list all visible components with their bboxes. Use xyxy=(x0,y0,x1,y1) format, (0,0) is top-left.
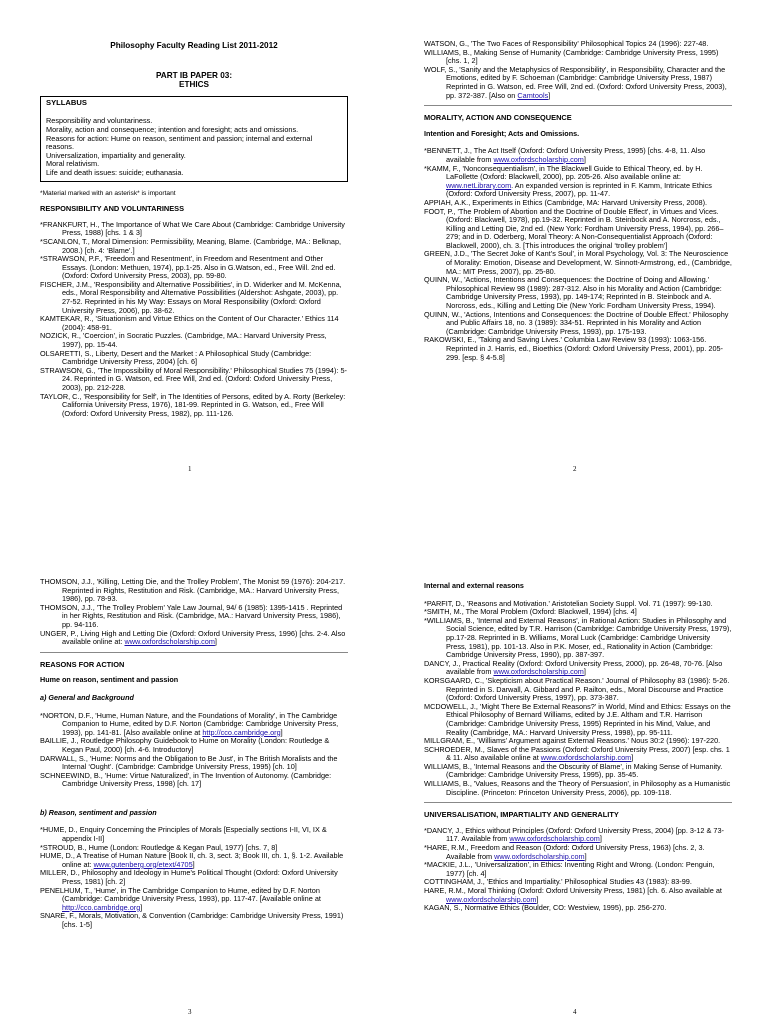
page-number: 1 xyxy=(188,465,192,473)
oxford-scholarship-link[interactable]: www.oxfordscholarship.com xyxy=(493,154,584,164)
reference: APPIAH, A.K., Experiments in Ethics (Cambridge, MA: Harvard University Press, 2008). xyxy=(424,197,708,207)
page-number: 2 xyxy=(573,465,577,473)
camtools-link[interactable]: Camtools xyxy=(517,90,549,100)
reference: *HUME, D., Enquiry Concerning the Principles of Morals [Especially sections I-II, VI, IX & appendix I-II] xyxy=(40,825,327,844)
reference: HARE, R.M., Moral Thinking (Oxford: Oxford University Press, 1981) [ch. 6. Also available at www.oxfordscholarship.com] xyxy=(424,886,722,904)
reference: *DANCY, J., Ethics without Principles (Oxford: Oxford University Press, 2004) [pp. 3-12 & 73-117. Available from www.oxfordscholarship.com] xyxy=(424,825,724,844)
reference: *SMITH, M., The Moral Problem (Oxford: Blackwell, 1994) [chs. 4] xyxy=(424,607,637,617)
oxford-scholarship-link[interactable]: www.oxfordscholarship.com xyxy=(540,753,632,763)
reference-text: DANCY, J., Practical Reality (Oxford: Oxford University Press, 2000), pp. 26-48, 70-76. [Also available from xyxy=(424,658,723,677)
reference: KAMTEKAR, R., 'Situationism and Virtue Ethics on the Content of Our Character.' Ethics 114 (2004): 458-91. xyxy=(40,314,339,332)
reference: NOZICK, R., 'Coercion', in Socratic Puzzles. (Cambridge, MA.: Harvard University Press, 1997), pp. 15-44. xyxy=(40,331,327,350)
reference: MILLGRAM, E., 'Williams' Argument against External Reasons.' Nous 30:2 (1996): 197-220. xyxy=(424,736,721,746)
reference-text: *DANCY, J., Ethics without Principles (Oxford: Oxford University Press, 2004) [pp. 3-12 & 73-117. Available from xyxy=(424,825,724,844)
section-heading: UNIVERSALISATION, IMPARTIALITY AND GENERALITY xyxy=(424,810,619,820)
reference-text: . An expanded version is reprinted in F. Kamm, Intricate Ethics (Oxford: Oxford University Press, 2007), pp. 11-47. xyxy=(446,180,712,199)
section-heading: MORALITY, ACTION AND CONSEQUENCE xyxy=(424,113,572,123)
reference: KORSGAARD, C., 'Skepticism about Practical Reason.' Journal of Philosophy 83 (1986): 5-26. Reprinted in S. Darwall, A. Gibbard and P. Railton, eds., Moral Discourse and Practice (Oxford: Oxford University Press, 1997), pp. 373-387. xyxy=(424,675,730,703)
reference: COTTINGHAM, J., 'Ethics and Impartiality.' Philosophical Studies 43 (1983): 83-99. xyxy=(424,877,692,887)
reference: *FRANKFURT, H., The Importance of What We Care About (Cambridge: Cambridge University Press, 1988) [chs. 1 & 3] xyxy=(40,219,345,238)
page-4 xyxy=(424,578,732,1024)
reference-text: HUME, D., A Treatise of Human Nature [Book II, ch. 3, sect. 3; Book III, ch. 1, §. 1-2. Available online at: xyxy=(40,851,344,869)
reference: QUINN, W., 'Actions, Intentions and Consequences: the Doctrine of Doing and Allowing.' Philosophical Review 98 (1989): 287-312. Also in his Morality and Action (Cambridge: Cambridge University Press, 1993), pp. 149-174; Reprinted in B. Steinbock and A. Norcross, eds., Killing and Letting Die (New York: Fordham University Press, 1994). xyxy=(424,275,722,311)
reference-text: HARE, R.M., Moral Thinking (Oxford: Oxford University Press, 1981) [ch. 6. Also available at xyxy=(424,886,722,895)
page-1 xyxy=(40,40,348,472)
reference: *BENNETT, J., The Act Itself (Oxford: Oxford University Press, 1995) [chs. 4-8, 11. Also available from www.oxfordscholarship.com] xyxy=(424,146,706,164)
syllabus-item: Life and death issues: suicide; euthanasia. xyxy=(46,167,184,177)
reference: DARWALL, S., 'Hume: Norms and the Obligation to Be Just', in The British Moralists and the Internal ‘Ought’. (Cambridge: Cambridge University Press, 1995) [ch. 10] xyxy=(40,753,338,772)
reference: *NORTON, D.F., 'Hume, Human Nature, and the Foundations of Morality', in The Cambridge Companion to Hume, edited by D.F. Norton (Cambridge: Cambridge University Press, 1993), pp. 141-81. [Also available online at http://cco.cambridge.org] xyxy=(40,710,339,737)
reference: *WILLIAMS, B., 'Internal and External Reasons', in Rational Action: Studies in Philosophy and Social Science, edited by T.R. Harrison (Cambridge: Cambridge University Press, 1979), pp.17-28. Reprinted in B. Williams, Moral Luck (Cambridge: Cambridge University Press, 1981), pp. 101-13. Also in P.K. Moser, ed., Rationality in Action (Cambridge: Cambridge University Press, 1990), pp. 387-397. xyxy=(424,615,732,660)
reference-text: *NORTON, D.F., 'Hume, Human Nature, and the Foundations of Morality', in The Cambridge Companion to Hume, edited by D.F. Norton (Cambridge: Cambridge University Press, 1993), pp. 141-81. [Also available online at xyxy=(40,710,339,737)
page-2 xyxy=(424,40,732,472)
reference-text: *KAMM, F., 'Nonconsequentialism', in The Blackwell Guide to Ethical Theory, ed. by H. LaFollette (Oxford: Blackwell, 2000), pp. 205-26. Also available online at: xyxy=(424,163,703,182)
reference: RAKOWSKI, E., 'Taking and Saving Lives.' Columbia Law Review 93 (1993): 1063-156. Reprinted in J. Harris, ed., Bioethics (Oxford: Oxford University Press, 2001), pp. 205-299. [esp. § 4-5.8] xyxy=(424,335,723,362)
reference: SCHNEEWIND, B., 'Hume: Virtue Naturalized', in The Invention of Autonomy. (Cambridge: Cambridge University Press, 1998) [ch. 17] xyxy=(40,770,332,789)
oxford-scholarship-link[interactable]: www.oxfordscholarship.com xyxy=(509,834,600,844)
reference: THOMSON, J.J., 'The Trolley Problem' Yale Law Journal, 94/ 6 (1985): 1395-1415 . Reprinted in her Rights, Restitution and Risk. (Cambridge, MA.: Harvard University Press, 1986), pp. 94-116. xyxy=(40,602,343,629)
reference: FOOT, P., 'The Problem of Abortion and the Doctrine of Double Effect', in Virtues and Vices. (Oxford: Blackwell, 1978), pp.19-32. Reprinted in B. Steinbock and A. Norcross, eds., Killing and Letting Die, 2nd ed. (New York: Fordham University Press, 1994), pp. 266–279; and in D. Oderberg, Moral Theory: A Non-Consequentialist Approach (Oxford: Blackwell, 2000), ch. 3. [This introduces the original ‘trolley problem’] xyxy=(424,206,724,250)
reference: SNARE, F., Morals, Motivation, & Convention (Cambridge: Cambridge University Press, 1991) [chs. 1-5] xyxy=(40,911,344,929)
page-3 xyxy=(40,578,348,1024)
reference: *HARE, R.M., Freedom and Reason (Oxford: Oxford University Press, 1963) [chs. 2, 3. Available from www.oxfordscholarship.com] xyxy=(424,843,705,861)
syllabus-item: Moral relativism. xyxy=(46,159,100,169)
reference: HUME, D., A Treatise of Human Nature [Book II, ch. 3, sect. 3; Book III, ch. 1, §. 1-2. Available online at: www.gutenberg.org/etext/4705] xyxy=(40,851,344,869)
reference: FISCHER, J.M., 'Responsibility and Alternative Possibilities', in D. Widerker and M. McKenna, eds., Moral Responsibility and Alternative Possibilities (Aldershot: Ashgate, 2003), pp. 27-52. Reprinted in his My Way: Essays on Moral Responsibility (Oxford: Oxford University Press, 2006), pp. 38-62. xyxy=(40,279,342,315)
syllabus-item: Responsibility and voluntariness. xyxy=(46,116,153,126)
reference-text: SCHROEDER, M., Slaves of the Passions (Oxford: Oxford University Press, 2007) [esp. chs. 1 & 11. Also available online at xyxy=(424,744,730,763)
gutenberg-link[interactable]: www.gutenberg.org/etext/4705 xyxy=(93,859,193,869)
document-title: Philosophy Faculty Reading List 2011-2012 xyxy=(110,41,278,50)
reference: TAYLOR, C., 'Responsibility for Self', in The Identities of Persons, edited by A. Rorty (Berkeley: California University Press, 1976), 181-99. Reprinted in G. Watson, ed., Free Will (Oxford: Oxford University Press, 1982), pp. 111-126. xyxy=(40,391,346,418)
syllabus-item: Universalization, impartiality and generality. xyxy=(46,150,186,160)
oxford-scholarship-link[interactable]: www.oxfordscholarship.com xyxy=(494,851,585,861)
paper-number: PART IB PAPER 03: xyxy=(155,70,233,80)
syllabus-item: Morality, action and consequence; intention and foresight; acts and omissions. xyxy=(46,124,299,134)
netlibrary-link[interactable]: www.netLibrary.com xyxy=(446,180,512,190)
reference-text: *BENNETT, J., The Act Itself (Oxford: Oxford University Press, 1995) [chs. 4-8, 11. Also available from xyxy=(424,146,706,164)
reference: QUINN, W., 'Actions, Intentions and Consequences: the Doctrine of Double Effect.' Philosophy and Public Affairs 18, no. 3 (1989): 334-51. Reprinted in his Morality and Action (Cambridge: Cambridge University Press, 1993), pp. 175-193. xyxy=(424,309,729,336)
reference: *SCANLON, T., Moral Dimension: Permissibility, Meaning, Blame. (Cambridge, MA.: Belknap, 2008.) [ch. 4: ‘Blame’.] xyxy=(40,236,342,255)
divider xyxy=(40,652,348,653)
reference: *STROUD, B., Hume (London: Routledge & Kegan Paul, 1977) [chs. 7, 8] xyxy=(40,842,278,852)
reference: WILLIAMS, B., 'Values, Reasons and the Theory of Persuasion', in Philosophy as a Humanistic Discipline. (Princeton: Princeton University Press, 2006), pp. 109-118. xyxy=(424,779,731,797)
reference xyxy=(424,165,732,199)
section-heading: REASONS FOR ACTION xyxy=(40,659,125,669)
syllabus-heading: SYLLABUS xyxy=(46,97,87,107)
subsection-heading: Intention and Foresight; Acts and Omissions. xyxy=(424,128,580,138)
reference-text: WOLF, S., 'Sanity and the Metaphysics of Responsibility', in Responsibility, Character and the Emotions, edited by F. Schoeman (Cambridge: Cambridge University Press, 1987) Reprinted in G. Watson, ed. Free Will, 2nd ed. (Oxford: Oxford University Press, 2003), pp. 372-387. [Also on xyxy=(424,64,727,100)
reference: WILLIAMS, B., 'Internal Reasons and the Obscurity of Blame', in Making Sense of Humanity. (Cambridge: Cambridge University Press, 1995), pp. 35-45. xyxy=(424,761,723,780)
subsubsection-heading: a) General and Background xyxy=(40,692,134,702)
reference: MCDOWELL, J., 'Might There Be External Reasons?' in World, Mind and Ethics: Essays on the Ethical Philosophy of Bernard Williams, edited by J.E. Altham and T.R. Harrison (Cambridge: Cambridge University Press, 1995) Reprinted in his Mind, Value, and Reality (Cambridge, MA.: Harvard University Press, 1998), pp. 95-111. xyxy=(424,701,731,737)
reference: WATSON, G., 'The Two Faces of Responsibility' Philosophical Topics 24 (1996): 227-48. xyxy=(424,40,709,48)
oxford-scholarship-link[interactable]: www.oxfordscholarship.com xyxy=(446,894,537,904)
cco-link[interactable]: http://cco.cambridge.org xyxy=(62,902,141,912)
reference: MILLER, D., Philosophy and Ideology in Hume's Political Thought (Oxford: Oxford University Press, 1981) [ch. 2] xyxy=(40,868,338,887)
reference: GREEN, J.D., 'The Secret Joke of Kant’s Soul', in Moral Psychology, Vol. 3: The Neuroscience of Morality: Emotion, Disease and Development, W. Sinnott-Armstrong, ed., (Cambridge, MA.: MIT Press, 2007), pp. 25-80. xyxy=(424,249,732,276)
reference: *STRAWSON, P.F., 'Freedom and Resentment', in Freedom and Resentment and Other Essays. (London: Methuen, 1974), pp.1-25. Also in G.Watson, ed., Free Will. 2nd ed. (Oxford: Oxford University Press, 2003), pp. 59-80. xyxy=(40,254,336,281)
oxford-scholarship-link[interactable]: www.oxfordscholarship.com xyxy=(493,667,584,677)
reference: WILLIAMS, B., Making Sense of Humanity (Cambridge: Cambridge University Press, 1995) [chs. 1, 2] xyxy=(424,47,719,66)
reference: THOMSON, J.J., 'Killing, Letting Die, and the Trolley Problem', The Monist 59 (1976): 204-217. Reprinted in Rights, Restitution and Risk. (Cambridge, MA.: Harvard University Press, 1986), pp. 78-93. xyxy=(40,578,346,604)
reference: STRAWSON, G., 'The Impossibility of Moral Responsibility.' Philosophical Studies 75 (1994): 5-24. Reprinted in G. Watson, ed. Free Will, 2nd ed. (Oxford: Oxford University Press, 2003), pp. 212-228. xyxy=(40,365,347,392)
page-number: 3 xyxy=(188,1008,192,1016)
reference: *MACKIE, J.L., 'Universalization', in Ethics: Inventing Right and Wrong. (London: Penguin, 1977) [ch. 4] xyxy=(424,860,715,878)
reference: PENELHUM, T., 'Hume', in The Cambridge Companion to Hume, edited by D.F. Norton (Cambridge: Cambridge University Press, 1993), pp. 117-47. [Available online at http://cco.cambridge.org] xyxy=(40,885,321,912)
reference: DANCY, J., Practical Reality (Oxford: Oxford University Press, 2000), pp. 26-48, 70-76. [Also available from www.oxfordscholarship.com] xyxy=(424,658,723,677)
reference: BAILLIE, J., Routledge Philosophy Guidebook to Hume on Morality (London: Routledge & Kegan Paul, 2000) [ch. 4-6. Introductory] xyxy=(40,736,330,754)
divider xyxy=(424,105,732,106)
oxford-scholarship-link[interactable]: www.oxfordscholarship.com xyxy=(124,637,215,647)
cco-link[interactable]: http://cco.cambridge.org xyxy=(202,727,281,737)
asterisk-note: *Material marked with an asterisk* is important xyxy=(40,189,176,197)
reference: SCHROEDER, M., Slaves of the Passions (Oxford: Oxford University Press, 2007) [esp. chs. 1 & 11. Also available online at www.oxfordscholarship.com] xyxy=(424,744,730,763)
reference: UNGER, P., Living High and Letting Die (Oxford: Oxford University Press, 1996) [chs. 2-4. Also available online at: www.oxfordscholarship.com] xyxy=(40,628,346,647)
subsection-heading: Internal and external reasons xyxy=(424,581,524,590)
reference: *PARFIT, D., 'Reasons and Motivation.' Aristotelian Society Suppl. Vol. 71 (1997): 99-130. xyxy=(424,598,713,608)
subsubsection-heading: b) Reason, sentiment and passion xyxy=(40,807,157,817)
reference: KAGAN, S., Normative Ethics (Boulder, CO: Westview, 1995), pp. 256-270. xyxy=(424,903,667,913)
paper-title xyxy=(40,71,348,90)
reference: WOLF, S., 'Sanity and the Metaphysics of Responsibility', in Responsibility, Character and the Emotions, edited by F. Schoeman (Cambridge: Cambridge University Press, 1987) Reprinted in G. Watson, ed. Free Will, 2nd ed. (Oxford: Oxford University Press, 2003), pp. 372-387. [Also on Camtools] xyxy=(424,64,727,100)
syllabus-item: Reasons for action: Hume on reason, sentiment and passion; internal and external reasons. xyxy=(46,133,313,152)
divider xyxy=(424,802,732,803)
subsection-heading: Hume on reason, sentiment and passion xyxy=(40,675,179,685)
reference-text: *HARE, R.M., Freedom and Reason (Oxford: Oxford University Press, 1963) [chs. 2, 3. Available from xyxy=(424,843,705,861)
section-heading: RESPONSIBILITY AND VOLUNTARINESS xyxy=(40,204,184,214)
page-number: 4 xyxy=(573,1008,577,1016)
reference: OLSARETTI, S., Liberty, Desert and the Market : A Philosophical Study (Cambridge: Cambridge University Press, 2004) [ch. 6] xyxy=(40,348,312,367)
syllabus-box xyxy=(40,96,348,182)
paper-subject: ETHICS xyxy=(178,80,210,90)
reference-text: PENELHUM, T., 'Hume', in The Cambridge Companion to Hume, edited by D.F. Norton (Cambridge: Cambridge University Press, 1993), pp. 117-47. [Available online at xyxy=(40,885,321,904)
reference-text: UNGER, P., Living High and Letting Die (Oxford: Oxford University Press, 1996) [chs. 2-4. Also available online at: xyxy=(40,628,346,647)
